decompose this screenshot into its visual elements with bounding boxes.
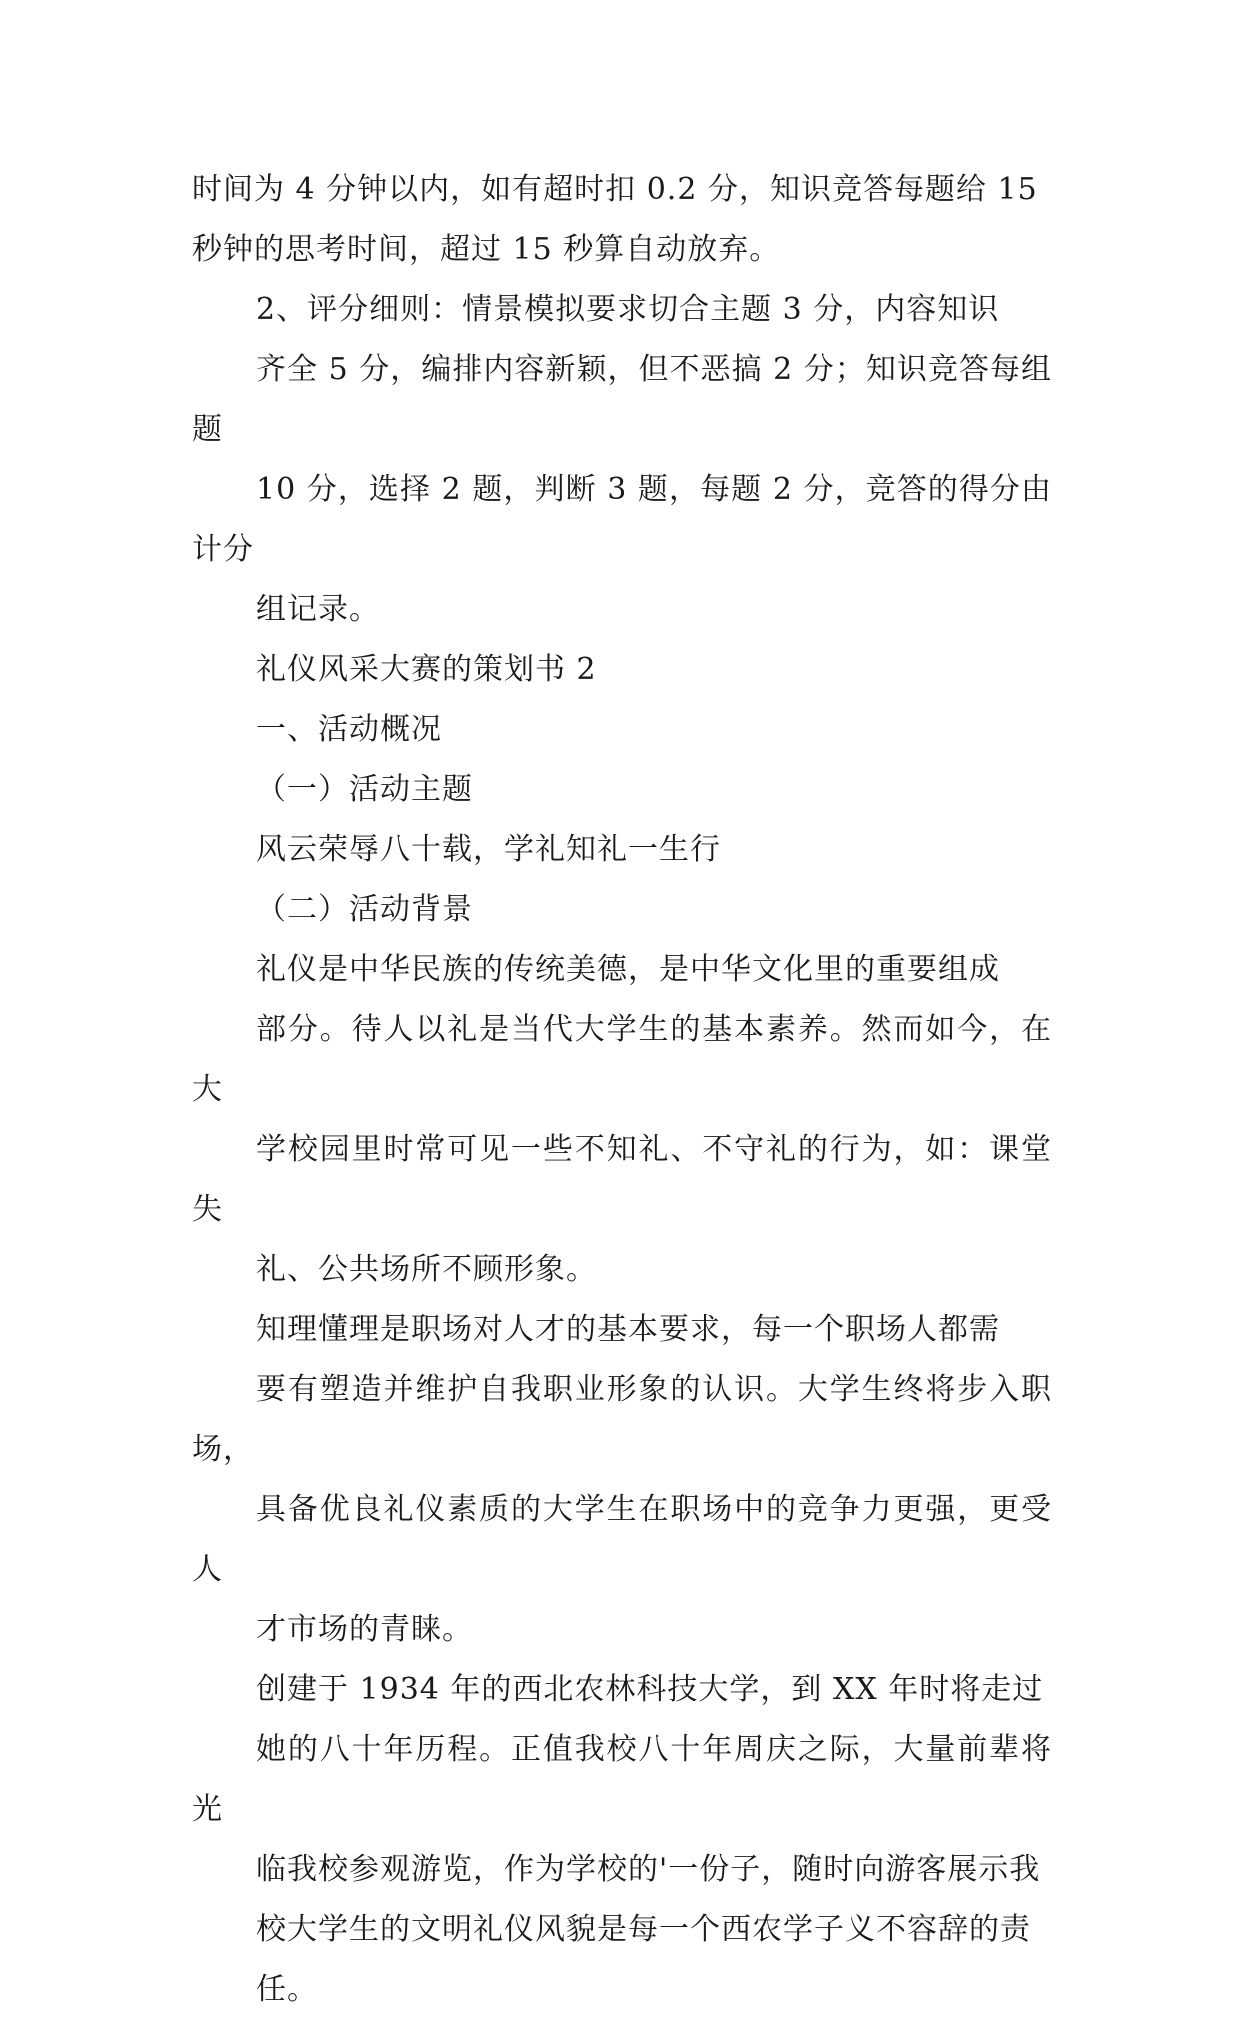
text-line: 2、评分细则：情景模拟要求切合主题 3 分，内容知识	[256, 292, 1000, 327]
paragraph-scoring-rules	[192, 280, 1052, 640]
paragraph-background-3	[192, 1660, 1052, 2020]
text-line: 部分。待人以礼是当代大学生的基本素养。然而如今，在大	[192, 1012, 1052, 1107]
text-line: 秒钟的思考时间，超过 15 秒算自动放弃。	[192, 232, 781, 267]
text-line: 齐全 5 分，编排内容新颖，但不恶搞 2 分；知识竞答每组题	[192, 352, 1052, 447]
text-line: 10 分，选择 2 题，判断 3 题，每题 2 分，竞答的得分由计分	[192, 472, 1052, 567]
text-line: 校大学生的文明礼仪风貌是每一个西农学子义不容辞的责	[256, 1912, 1031, 1947]
text-line: 时间为 4 分钟以内，如有超时扣 0.2 分，知识竞答每题给 15	[192, 172, 1038, 207]
text-line: 她的八十年历程。正值我校八十年周庆之际，大量前辈将光	[192, 1732, 1052, 1827]
paragraph-background-1	[192, 940, 1052, 1300]
document-body	[192, 160, 1052, 2020]
text-line: 任。	[256, 1972, 318, 2007]
text-line: 具备优良礼仪素质的大学生在职场中的竞争力更强，更受人	[192, 1492, 1052, 1587]
text-line: （一）活动主题	[256, 772, 473, 807]
text-line: 创建于 1934 年的西北农林科技大学，到 XX 年时将走过	[256, 1672, 1044, 1707]
text-line: 礼仪是中华民族的传统美德，是中华文化里的重要组成	[256, 952, 1000, 987]
text-line: （二）活动背景	[256, 892, 473, 927]
subheading-activity-theme	[192, 760, 1052, 820]
activity-theme-text	[192, 820, 1052, 880]
text-line: 临我校参观游览，作为学校的'一份子，随时向游客展示我	[256, 1852, 1041, 1887]
text-line: 一、活动概况	[256, 712, 442, 747]
text-line: 礼仪风采大赛的策划书 2	[256, 652, 597, 687]
text-line: 要有塑造并维护自我职业形象的认识。大学生终将步入职场，	[192, 1372, 1052, 1467]
paragraph-background-2	[192, 1300, 1052, 1660]
text-line: 知理懂理是职场对人才的基本要求，每一个职场人都需	[256, 1312, 1000, 1347]
subheading-activity-background	[192, 880, 1052, 940]
text-line: 学校园里时常可见一些不知礼、不守礼的行为，如：课堂失	[192, 1132, 1052, 1227]
paragraph-scoring-time	[192, 160, 1052, 280]
text-line: 组记录。	[256, 592, 380, 627]
text-line: 风云荣辱八十载，学礼知礼一生行	[256, 832, 721, 867]
section-title	[192, 640, 1052, 700]
text-line: 才市场的青睐。	[256, 1612, 473, 1647]
heading-activity-overview	[192, 700, 1052, 760]
text-line: 礼、公共场所不顾形象。	[256, 1252, 597, 1287]
